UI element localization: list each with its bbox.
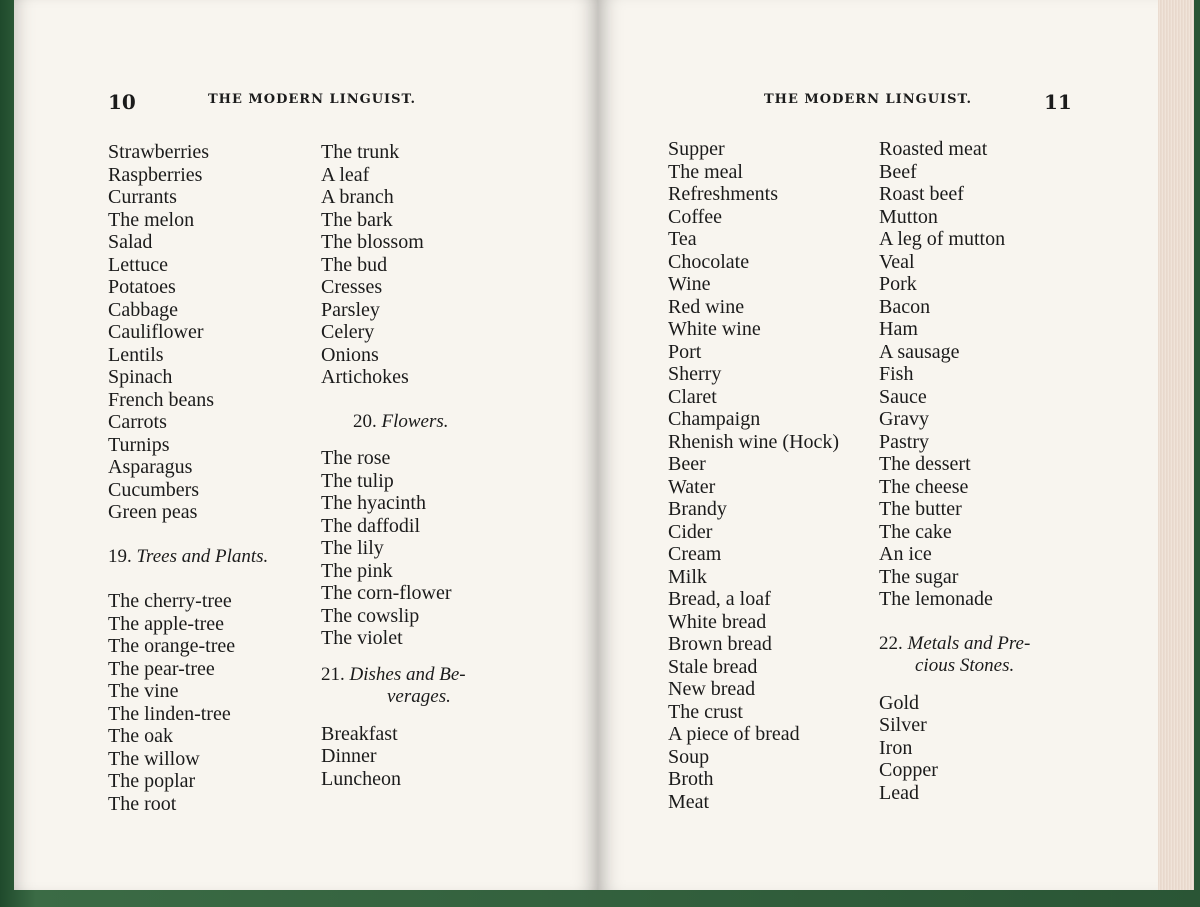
vocabulary-word: Parsley — [321, 298, 380, 321]
spacer — [108, 524, 268, 546]
vocabulary-word: The bud — [321, 253, 388, 276]
vocabulary-word: Mutton — [879, 205, 938, 228]
vocabulary-word: Cauliflower — [108, 321, 204, 343]
section-number: 19. — [108, 545, 132, 567]
vocabulary-word: Celery — [321, 321, 375, 343]
vocabulary-word: Currants — [108, 186, 177, 208]
vocabulary-word: Fish — [879, 363, 914, 385]
vocabulary-word: The cheese — [879, 475, 969, 498]
vocabulary-word: Potatoes — [108, 276, 176, 298]
vocabulary-word: Bacon — [879, 295, 931, 318]
vocabulary-word: Cresses — [321, 276, 383, 298]
section-heading-continued — [321, 686, 466, 709]
section-heading-continued — [879, 655, 1030, 678]
vocabulary-word: Veal — [879, 250, 915, 273]
vocabulary-word: Champaign — [668, 408, 761, 430]
vocabulary-word: Beef — [879, 160, 917, 183]
section-number: 22. — [879, 632, 903, 654]
vocabulary-word: Brandy — [668, 498, 727, 520]
vocabulary-word: Coffee — [668, 205, 723, 228]
word-list — [879, 692, 1030, 805]
vocabulary-word: The linden-tree — [108, 702, 231, 725]
vocabulary-word: The lily — [321, 537, 384, 559]
running-head: THE MODERN LINGUIST. — [764, 92, 973, 107]
word-list — [668, 138, 839, 813]
vocabulary-word: Pastry — [879, 430, 929, 453]
vocabulary-word: Cabbage — [108, 298, 178, 321]
vocabulary-word: Ham — [879, 318, 918, 340]
vocabulary-word: Carrots — [108, 411, 167, 433]
vocabulary-word: The poplar — [108, 770, 196, 792]
section-heading — [108, 546, 268, 569]
vocabulary-word: Refreshments — [668, 183, 778, 205]
vocabulary-word: Spinach — [108, 366, 173, 388]
right-page — [598, 0, 1158, 890]
vocabulary-word: Stale bread — [668, 655, 758, 678]
vocabulary-word: Supper — [668, 138, 725, 160]
spacer — [321, 709, 466, 723]
section-title: Dishes and Be- — [349, 663, 466, 685]
vocabulary-word: Cucumbers — [108, 478, 200, 501]
section-heading — [321, 664, 466, 687]
section-title: Metals and Pre- — [907, 632, 1031, 654]
vocabulary-word: The crust — [668, 700, 743, 723]
vocabulary-word: The oak — [108, 725, 173, 747]
vocabulary-word: Pork — [879, 273, 917, 295]
page-number: 10 — [108, 90, 136, 114]
section-heading — [321, 411, 466, 434]
vocabulary-word: French beans — [108, 388, 215, 411]
vocabulary-word: Bread, a loaf — [668, 588, 771, 610]
vocabulary-word: Strawberries — [108, 141, 210, 163]
vocabulary-word: A piece of bread — [668, 723, 800, 745]
right-column-2 — [879, 138, 1030, 804]
vocabulary-word: Iron — [879, 736, 913, 759]
word-list — [108, 590, 268, 815]
vocabulary-word: The orange-tree — [108, 635, 236, 657]
section-title: Trees and Plants. — [136, 545, 269, 567]
vocabulary-word: Rhenish wine (Hock) — [668, 430, 840, 453]
vocabulary-word: Milk — [668, 565, 707, 588]
vocabulary-word: Chocolate — [668, 250, 750, 273]
section-heading — [879, 633, 1030, 656]
vocabulary-word: Artichokes — [321, 366, 409, 388]
vocabulary-word: Broth — [668, 768, 714, 790]
vocabulary-word: The meal — [668, 160, 743, 183]
page-number: 11 — [1044, 90, 1072, 114]
section-title: verages. — [387, 686, 451, 707]
word-list — [108, 141, 268, 524]
vocabulary-word: The apple-tree — [108, 612, 225, 635]
section-number: 21. — [321, 663, 345, 685]
right-column-1 — [668, 138, 839, 813]
vocabulary-word: The lemonade — [879, 588, 993, 610]
left-column-2 — [321, 141, 466, 790]
vocabulary-word: Lentils — [108, 343, 164, 366]
left-column-1 — [108, 141, 268, 815]
section-title: cious Stones. — [915, 655, 1015, 676]
vocabulary-word: The vine — [108, 680, 179, 702]
vocabulary-word: Beer — [668, 453, 706, 475]
vocabulary-word: The cherry-tree — [108, 590, 232, 612]
vocabulary-word: A sausage — [879, 340, 960, 363]
vocabulary-word: The butter — [879, 498, 962, 520]
vocabulary-word: Cider — [668, 520, 713, 543]
vocabulary-word: Raspberries — [108, 163, 203, 186]
vocabulary-word: White wine — [668, 318, 761, 340]
vocabulary-word: Luncheon — [321, 767, 401, 790]
vocabulary-word: Turnips — [108, 433, 170, 456]
vocabulary-word: A leg of mutton — [879, 228, 1006, 250]
vocabulary-word: The trunk — [321, 141, 400, 163]
page-edges — [1158, 0, 1194, 890]
vocabulary-word: Lettuce — [108, 253, 168, 276]
word-list — [879, 138, 1030, 611]
vocabulary-word: The pear-tree — [108, 657, 215, 680]
vocabulary-word: Salad — [108, 231, 153, 253]
vocabulary-word: The bark — [321, 208, 393, 231]
vocabulary-word: White bread — [668, 610, 767, 633]
section-number: 20. — [353, 410, 377, 432]
vocabulary-word: The corn-flower — [321, 582, 452, 604]
vocabulary-word: Lead — [879, 781, 919, 804]
vocabulary-word: Asparagus — [108, 456, 193, 478]
section-title: Flowers. — [381, 410, 449, 432]
vocabulary-word: Meat — [668, 790, 710, 813]
vocabulary-word: The daffodil — [321, 514, 421, 537]
word-list — [321, 447, 466, 650]
running-head: THE MODERN LINGUIST. — [208, 92, 417, 107]
vocabulary-word: Tea — [668, 228, 697, 250]
vocabulary-word: The dessert — [879, 453, 971, 475]
vocabulary-word: Water — [668, 475, 716, 498]
spacer — [879, 611, 1030, 633]
vocabulary-word: A leaf — [321, 163, 370, 186]
vocabulary-word: Red wine — [668, 295, 745, 318]
vocabulary-word: Sauce — [879, 385, 927, 408]
vocabulary-word: Gravy — [879, 408, 929, 430]
vocabulary-word: An ice — [879, 543, 932, 565]
left-page — [14, 0, 599, 890]
vocabulary-word: The melon — [108, 208, 195, 231]
vocabulary-word: Port — [668, 340, 702, 363]
vocabulary-word: Copper — [879, 759, 938, 781]
vocabulary-word: Silver — [879, 714, 927, 736]
vocabulary-word: The cowslip — [321, 604, 420, 627]
spacer — [321, 650, 466, 664]
spacer — [879, 678, 1030, 692]
vocabulary-word: The pink — [321, 559, 393, 582]
vocabulary-word: Soup — [668, 745, 710, 768]
vocabulary-word: The blossom — [321, 231, 424, 253]
vocabulary-word: Brown bread — [668, 633, 772, 655]
vocabulary-word: Claret — [668, 385, 717, 408]
vocabulary-word: Cream — [668, 543, 722, 565]
vocabulary-word: The root — [108, 792, 177, 815]
vocabulary-word: Roast beef — [879, 183, 964, 205]
spacer — [321, 433, 466, 447]
vocabulary-word: Onions — [321, 343, 379, 366]
vocabulary-word: The violet — [321, 627, 403, 649]
vocabulary-word: The cake — [879, 520, 952, 543]
vocabulary-word: Breakfast — [321, 722, 398, 745]
vocabulary-word: Sherry — [668, 363, 722, 385]
vocabulary-word: The sugar — [879, 565, 959, 588]
vocabulary-word: The hyacinth — [321, 492, 426, 514]
vocabulary-word: A branch — [321, 186, 394, 208]
vocabulary-word: Gold — [879, 691, 919, 714]
vocabulary-word: Green peas — [108, 501, 198, 523]
vocabulary-word: The rose — [321, 447, 391, 469]
spacer — [321, 389, 466, 411]
word-list — [321, 141, 466, 389]
spacer — [108, 568, 268, 590]
vocabulary-word: The willow — [108, 747, 200, 770]
vocabulary-word: New bread — [668, 678, 756, 700]
vocabulary-word: Wine — [668, 273, 711, 295]
vocabulary-word: The tulip — [321, 469, 394, 492]
vocabulary-word: Roasted meat — [879, 138, 988, 160]
word-list — [321, 723, 466, 791]
vocabulary-word: Dinner — [321, 745, 377, 767]
